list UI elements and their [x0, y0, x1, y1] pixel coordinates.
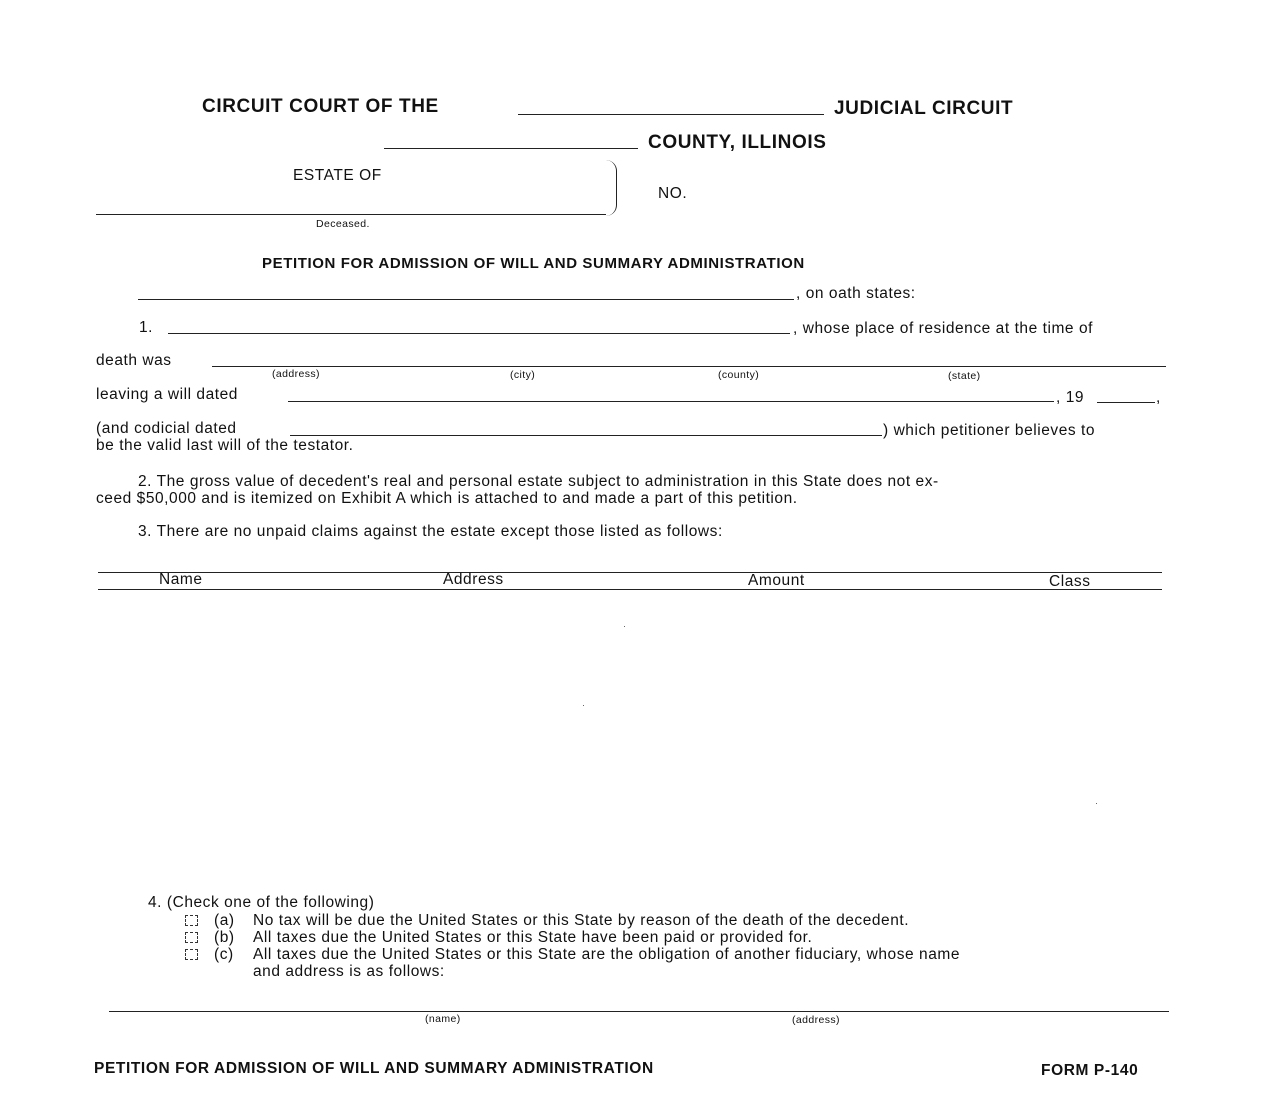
petition-title: PETITION FOR ADMISSION OF WILL AND SUMMARY ADMINISTRATION: [262, 255, 805, 272]
option-b-checkbox[interactable]: [185, 932, 198, 943]
court-suffix: JUDICIAL CIRCUIT: [834, 98, 1014, 119]
will-dated-label: leaving a will dated: [96, 386, 238, 403]
court-prefix: CIRCUIT COURT OF THE: [202, 96, 439, 117]
option-c-text: All taxes due the United States or this State are the obligation of another fiduciary, whose name: [253, 946, 961, 963]
option-b-text: All taxes due the United States or this State have been paid or provided for.: [253, 929, 813, 946]
codicil-date-line[interactable]: [290, 435, 882, 436]
option-a-checkbox[interactable]: [185, 915, 198, 926]
decedent-name-line[interactable]: [96, 214, 606, 215]
scan-speck: [1096, 803, 1097, 804]
footer-title: PETITION FOR ADMISSION OF WILL AND SUMMARY ADMINISTRATION: [94, 1060, 654, 1077]
fiduciary-name-label: (name): [425, 1013, 461, 1025]
year-prefix: , 19: [1056, 389, 1085, 406]
form-number: FORM P-140: [1041, 1062, 1139, 1079]
valid-will-text: be the valid last will of the testator.: [96, 437, 354, 454]
scan-speck: [583, 705, 584, 706]
will-date-line[interactable]: [288, 401, 1054, 402]
circuit-number-line[interactable]: [518, 114, 824, 115]
claims-table-bottom-line: [98, 589, 1162, 590]
fiduciary-address-label: (address): [792, 1014, 840, 1026]
death-was-label: death was: [96, 352, 172, 369]
believes-text: ) which petitioner believes to: [883, 422, 1096, 439]
option-c-continuation: and address is as follows:: [253, 963, 445, 980]
col-header-amount: Amount: [748, 572, 805, 589]
item4-heading: 4. (Check one of the following): [148, 894, 375, 911]
item3-text: 3. There are no unpaid claims against the estate except those listed as follows:: [138, 523, 723, 540]
item2-line2: ceed $50,000 and is itemized on Exhibit A which is attached to and made a part of this petition.: [96, 490, 798, 507]
city-sublabel: (city): [510, 369, 536, 381]
col-header-address: Address: [443, 571, 504, 588]
address-sublabel: (address): [272, 368, 320, 380]
estate-of-label: ESTATE OF: [293, 167, 382, 184]
option-a-text: No tax will be due the United States or this State by reason of the death of the decedent.: [253, 912, 910, 929]
col-header-name: Name: [159, 571, 203, 588]
option-a-letter: (a): [214, 912, 235, 929]
county-suffix: COUNTY, ILLINOIS: [648, 132, 827, 153]
item1-number: 1.: [139, 319, 154, 336]
year-line[interactable]: [1097, 402, 1155, 403]
county-sublabel: (county): [718, 369, 760, 381]
year-comma: ,: [1156, 389, 1161, 406]
petitioner-name-line[interactable]: [138, 299, 794, 300]
option-b-letter: (b): [214, 929, 235, 946]
item2-line1: 2. The gross value of decedent's real and personal estate subject to administration in this State does not ex-: [138, 473, 939, 490]
col-header-class: Class: [1049, 573, 1091, 590]
option-c-checkbox[interactable]: [185, 949, 198, 960]
deceased-label: Deceased.: [316, 218, 370, 230]
oath-text: , on oath states:: [796, 285, 916, 302]
caption-bracket: [606, 160, 617, 216]
case-number-label: NO.: [658, 185, 688, 202]
option-c-letter: (c): [214, 946, 234, 963]
fiduciary-line[interactable]: [109, 1011, 1169, 1012]
item1-residence-text: , whose place of residence at the time of: [793, 320, 1093, 337]
state-sublabel: (state): [948, 370, 981, 382]
scan-speck: [624, 626, 625, 627]
claims-table-top-line: [98, 572, 1162, 573]
codicil-label: (and codicial dated: [96, 420, 237, 437]
residence-line[interactable]: [212, 366, 1166, 367]
county-name-line[interactable]: [384, 148, 638, 149]
decedent-line[interactable]: [168, 333, 790, 334]
